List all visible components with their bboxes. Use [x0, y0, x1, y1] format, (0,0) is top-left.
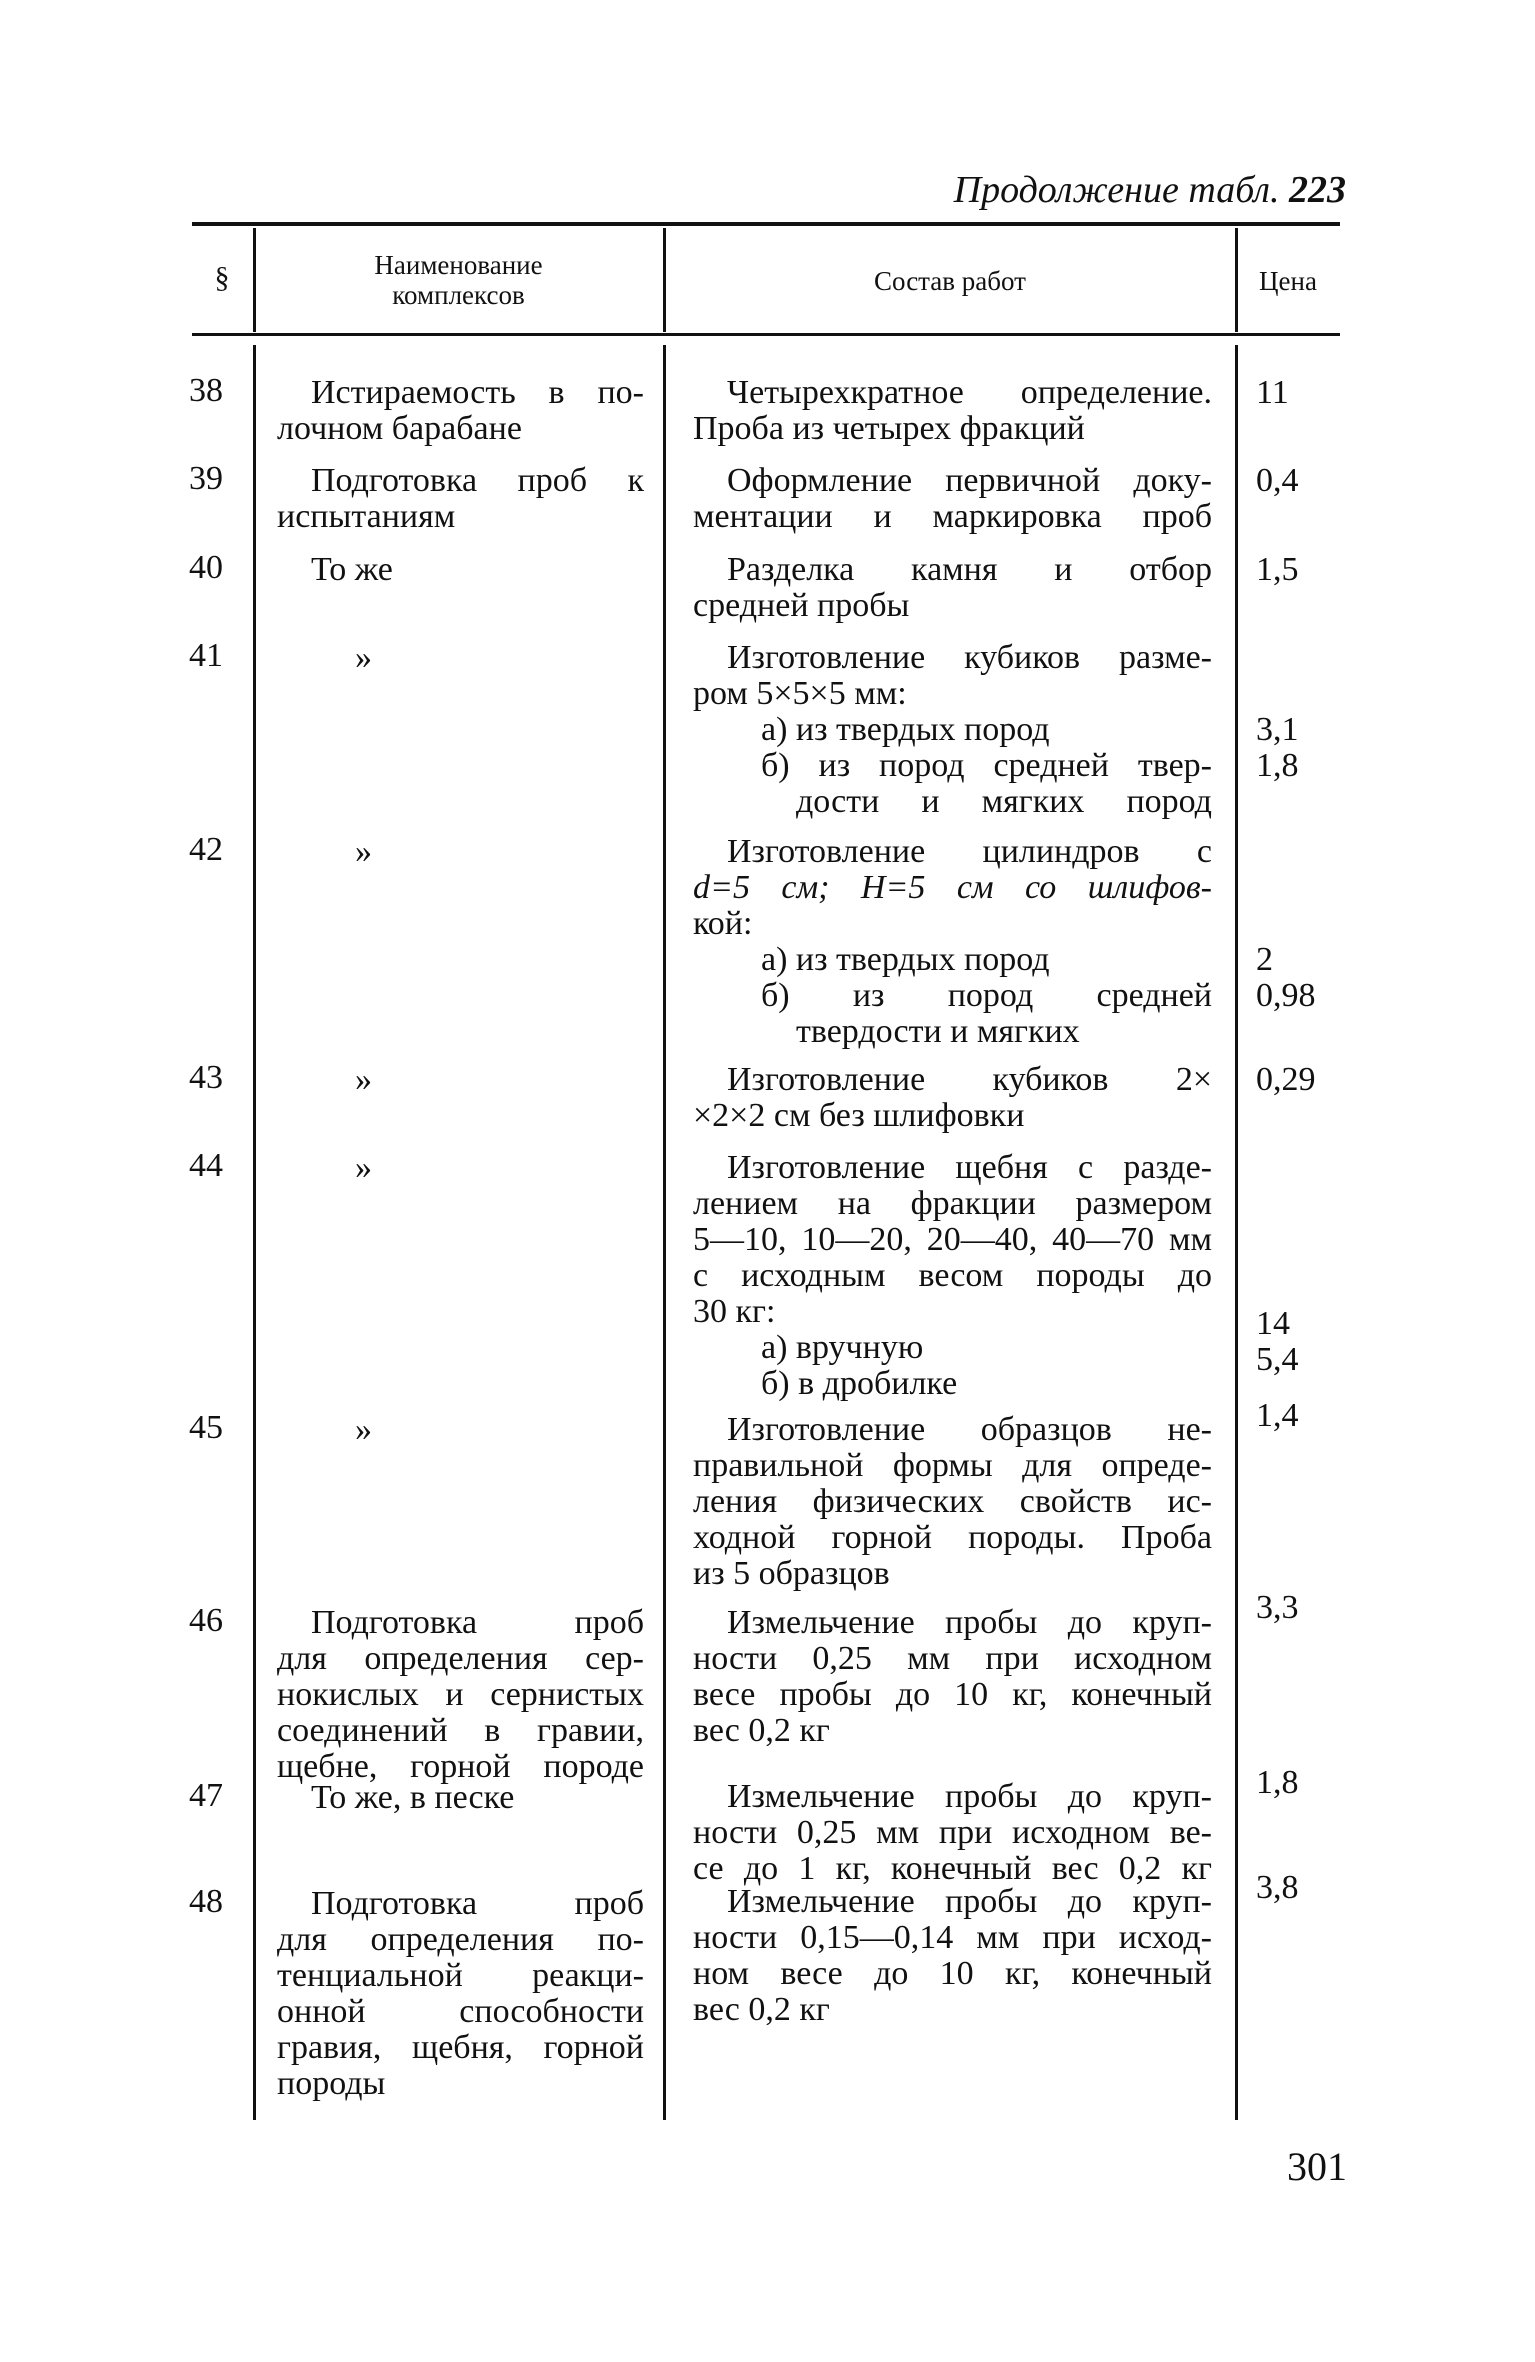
work-line: Измельчение пробы до круп- — [727, 1883, 1212, 1920]
price-value: 3,8 — [1256, 1869, 1299, 1906]
work-line: б) в дробилке — [761, 1365, 958, 1402]
work-line: Оформление первичной доку- — [727, 462, 1212, 499]
ditto-mark: » — [355, 1061, 372, 1098]
page-number: 301 — [1287, 2144, 1347, 2189]
price-value: 5,4 — [1256, 1341, 1299, 1378]
work-line: б) из пород средней — [761, 977, 1212, 1014]
work-line: кой: — [693, 905, 753, 942]
row-number: 45 — [189, 1409, 223, 1446]
header-complex-name-line2: комплексов — [392, 280, 525, 310]
work-description — [693, 375, 1212, 447]
table-caption — [954, 168, 1346, 212]
column-divider-3-body — [1235, 345, 1238, 2120]
work-line: твердости и мягких — [796, 1013, 1080, 1050]
ditto-mark: » — [355, 1149, 372, 1186]
work-line: ном весе до 10 кг, конечный — [693, 1955, 1212, 1992]
price-value: 11 — [1256, 374, 1289, 411]
row-number: 44 — [189, 1147, 223, 1184]
work-description — [693, 1779, 1212, 1887]
work-line: Четырехкратное определение. — [727, 374, 1212, 411]
work-line: правильной формы для опреде- — [693, 1447, 1212, 1484]
complex-name-line: Истираемость в по- — [311, 374, 644, 411]
row-number: 48 — [189, 1883, 223, 1920]
work-line: Изготовление образцов не- — [727, 1411, 1212, 1448]
header-work-scope: Состав работ — [874, 266, 1026, 296]
complex-name — [277, 1062, 644, 1098]
ditto-mark: » — [355, 833, 372, 870]
work-line: се до 1 кг, конечный вес 0,2 кг — [693, 1850, 1212, 1887]
complex-name-line: Подготовка проб к — [311, 462, 644, 499]
row-number: 46 — [189, 1602, 223, 1639]
work-line: d=5 см; H=5 см со шлифов- — [693, 869, 1212, 906]
price-value: 0,4 — [1256, 462, 1299, 499]
complex-name — [277, 1150, 644, 1186]
complex-name — [277, 1605, 644, 1785]
complex-name-line: лочном барабане — [277, 410, 522, 447]
price-value: 3,3 — [1256, 1589, 1299, 1626]
complex-name-line: для определения сер- — [277, 1640, 644, 1677]
work-line: а) из твердых пород — [761, 711, 1050, 748]
price-value: 1,8 — [1256, 1764, 1299, 1801]
work-line: Изготовление щебня с разде- — [727, 1149, 1212, 1186]
work-line: ходной горной породы. Проба — [693, 1519, 1212, 1556]
work-line: 5—10, 10—20, 20—40, 40—70 мм — [693, 1221, 1212, 1258]
row-number: 41 — [189, 637, 223, 674]
work-line: ности 0,15—0,14 мм при исход- — [693, 1919, 1212, 1956]
row-number: 42 — [189, 831, 223, 868]
work-line: ром 5×5×5 мм: — [693, 675, 907, 712]
complex-name-line: породы — [277, 2065, 386, 2102]
ditto-mark: » — [355, 639, 372, 676]
column-divider-2-body — [663, 345, 666, 2120]
work-line: 30 кг: — [693, 1293, 776, 1330]
complex-name — [277, 463, 644, 535]
complex-name-line: щебне, горной породе — [277, 1748, 644, 1785]
complex-name-line: для определения по- — [277, 1921, 644, 1958]
complex-name-line: Подготовка проб — [311, 1885, 644, 1922]
work-line: Изготовление цилиндров с — [727, 833, 1212, 870]
work-description — [693, 1884, 1212, 2028]
work-line: ×2×2 см без шлифовки — [693, 1097, 1025, 1134]
work-line: Изготовление кубиков 2× — [727, 1061, 1212, 1098]
complex-name — [277, 1412, 644, 1448]
work-line: дости и мягких пород — [796, 783, 1212, 820]
header-section-symbol: § — [214, 261, 230, 294]
complex-name — [277, 834, 644, 870]
header-price: Цена — [1259, 266, 1317, 296]
work-line: Измельчение пробы до круп- — [727, 1778, 1212, 1815]
work-line: б) из пород средней твер- — [761, 747, 1212, 784]
complex-name — [277, 1780, 644, 1816]
work-description — [693, 1150, 1212, 1402]
header-complex-name — [256, 250, 661, 310]
complex-name — [277, 640, 644, 676]
complex-name-line: То же — [311, 551, 393, 588]
row-number: 40 — [189, 549, 223, 586]
price-value: 1,4 — [1256, 1397, 1299, 1434]
complex-name-line: соединений в гравии, — [277, 1712, 644, 1749]
work-line: а) из твердых пород — [761, 941, 1050, 978]
work-line: ности 0,25 мм при исходном ве- — [693, 1814, 1212, 1851]
price-value: 1,5 — [1256, 551, 1299, 588]
complex-name-line: гравия, щебня, горной — [277, 2029, 644, 2066]
work-line: из 5 образцов — [693, 1555, 890, 1592]
complex-name-line: Подготовка проб — [311, 1604, 644, 1641]
work-line: весе пробы до 10 кг, конечный — [693, 1676, 1212, 1713]
column-divider-1-body — [253, 345, 256, 2120]
price-value: 14 — [1256, 1305, 1290, 1342]
work-description — [693, 552, 1212, 624]
row-number: 38 — [189, 372, 223, 409]
complex-name-line: онной способности — [277, 1993, 644, 2030]
price-value: 2 — [1256, 941, 1273, 978]
complex-name-line: испытаниям — [277, 498, 456, 535]
work-line: с исходным весом породы до — [693, 1257, 1212, 1294]
work-description — [693, 834, 1212, 1050]
work-line: лением на фракции размером — [693, 1185, 1212, 1222]
header-complex-name-line1: Наименование — [374, 250, 543, 280]
work-description — [693, 1062, 1212, 1134]
price-value: 0,29 — [1256, 1061, 1316, 1098]
row-number: 47 — [189, 1777, 223, 1814]
work-line: Разделка камня и отбор — [727, 551, 1212, 588]
price-value: 1,8 — [1256, 747, 1299, 784]
work-description — [693, 463, 1212, 535]
complex-name-line: То же, в песке — [311, 1779, 515, 1816]
complex-name-line: тенциальной реакци- — [277, 1957, 644, 1994]
work-line: а) вручную — [761, 1329, 924, 1366]
work-line: Проба из четырех фракций — [693, 410, 1085, 447]
work-line: Изготовление кубиков разме- — [727, 639, 1212, 676]
work-line: ления физических свойств ис- — [693, 1483, 1212, 1520]
ditto-mark: » — [355, 1411, 372, 1448]
price-value: 3,1 — [1256, 711, 1299, 748]
work-description — [693, 1605, 1212, 1749]
work-line: средней пробы — [693, 587, 910, 624]
table-top-rule — [192, 222, 1340, 226]
work-description — [693, 640, 1212, 820]
caption-table-number: 223 — [1289, 169, 1346, 211]
header-bottom-rule — [192, 333, 1340, 336]
work-line: ментации и маркировка проб — [693, 498, 1212, 535]
price-value: 0,98 — [1256, 977, 1316, 1014]
work-line: Измельчение пробы до круп- — [727, 1604, 1212, 1641]
work-line: вес 0,2 кг — [693, 1991, 830, 2028]
caption-text: Продолжение табл. — [953, 169, 1280, 211]
complex-name — [277, 1886, 644, 2102]
work-line: ности 0,25 мм при исходном — [693, 1640, 1212, 1677]
complex-name — [277, 552, 644, 588]
complex-name — [277, 375, 644, 447]
complex-name-line: нокислых и сернистых — [277, 1676, 644, 1713]
work-description — [693, 1412, 1212, 1592]
work-line: вес 0,2 кг — [693, 1712, 830, 1749]
row-number: 39 — [189, 460, 223, 497]
row-number: 43 — [189, 1059, 223, 1096]
